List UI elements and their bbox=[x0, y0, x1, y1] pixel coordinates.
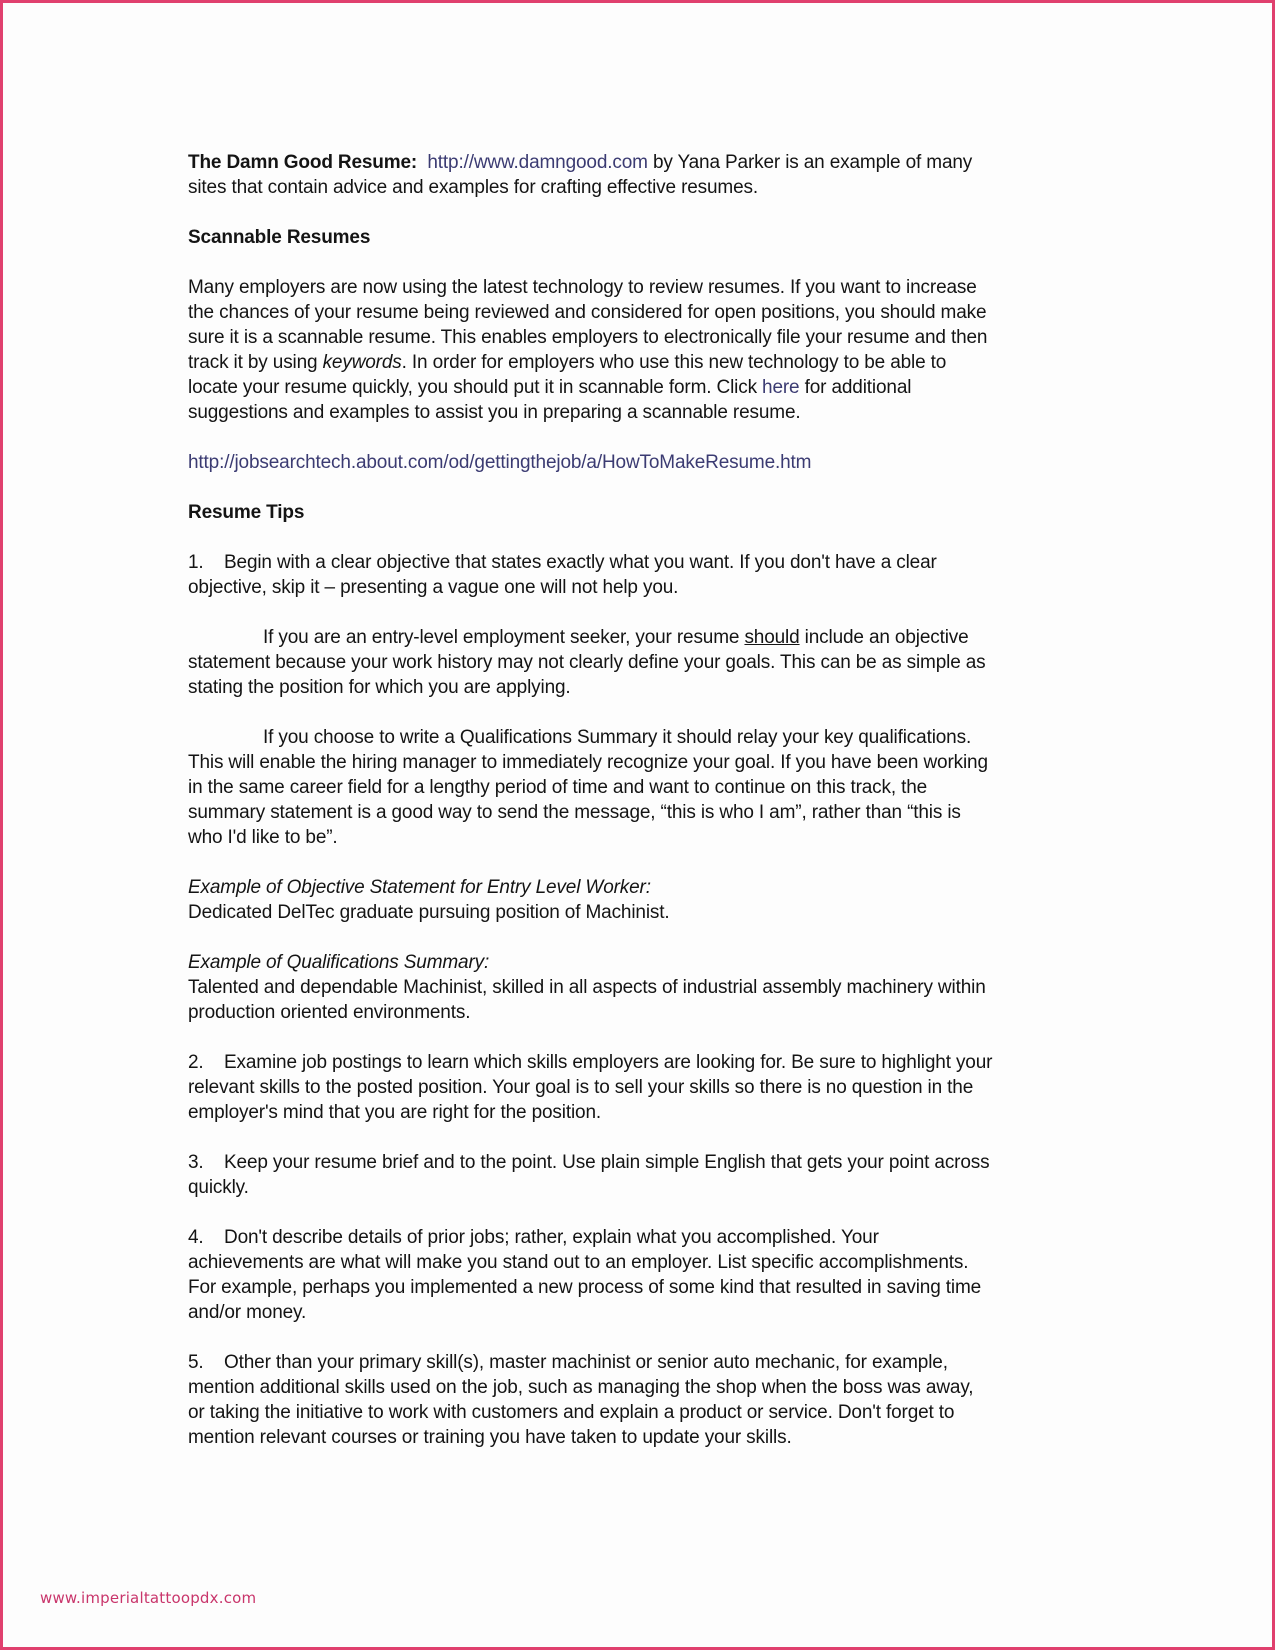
entry-level-line-2: statement because your work history may not clearly define your goals. This can be as simple as bbox=[188, 652, 986, 673]
intro-line-1-rest: by Yana Parker is an example of many bbox=[647, 152, 973, 173]
tip-5-line-2: mention additional skills used on the job, such as managing the shop when the boss was away, bbox=[188, 1377, 974, 1398]
intro-line-1 bbox=[188, 150, 1098, 175]
scannable-line-1: Many employers are now using the latest technology to review resumes. If you want to increase bbox=[188, 277, 977, 298]
qualifications-line-4: summary statement is a good way to send the message, “this is who I am”, rather than “this is bbox=[188, 802, 961, 823]
example-objective-text: Dedicated DelTec graduate pursuing position of Machinist. bbox=[188, 902, 670, 923]
tip-4-line-4: and/or money. bbox=[188, 1302, 307, 1323]
tip-3-line-2: quickly. bbox=[188, 1177, 249, 1198]
tip-1-number: 1. bbox=[188, 552, 204, 573]
scannable-line-4-post: . In order for employers who use this new technology to be able to bbox=[401, 352, 947, 373]
should-emphasis: should bbox=[744, 627, 800, 648]
scannable-line-3: sure it is a scannable resume. This enables employers to electronically file your resume and then bbox=[188, 327, 988, 348]
tip-3-line-1 bbox=[188, 1150, 1098, 1175]
tip-2-line-1 bbox=[188, 1050, 1098, 1075]
tip-5-line-4: mention relevant courses or training you have taken to update your skills. bbox=[188, 1427, 792, 1448]
qualifications-line-1: If you choose to write a Qualifications Summary it should relay your key qualifications. bbox=[263, 727, 972, 748]
entry-level-line-3: stating the position for which you are applying. bbox=[188, 677, 571, 698]
damngood-link[interactable]: http://www.damngood.com bbox=[427, 152, 648, 173]
tip-4-line-3: For example, perhaps you implemented a new process of some kind that resulted in saving time bbox=[188, 1277, 982, 1298]
tip-4-line-1 bbox=[188, 1225, 1098, 1250]
tip-4-line-2: achievements are what will make you stand out to an employer. List specific accomplishments. bbox=[188, 1252, 969, 1273]
tip-3-number: 3. bbox=[188, 1152, 204, 1173]
example-objective-label: Example of Objective Statement for Entry Level Worker: bbox=[188, 877, 651, 898]
tip-4-text: Don't describe details of prior jobs; rather, explain what you accomplished. Your bbox=[224, 1227, 879, 1248]
entry-level-line-1 bbox=[188, 625, 1098, 650]
keywords-emphasis: keywords bbox=[322, 352, 402, 373]
resume-tips-heading: Resume Tips bbox=[188, 502, 305, 523]
footer-watermark[interactable]: www.imperialtattoopdx.com bbox=[40, 1589, 257, 1607]
tip-2-text: Examine job postings to learn which skills employers are looking for. Be sure to highlight your bbox=[224, 1052, 993, 1073]
scannable-line-5-pre: locate your resume quickly, you should put it in scannable form. Click bbox=[188, 377, 763, 398]
entry-level-post: include an objective bbox=[799, 627, 969, 648]
example-qualifications-line-1: Talented and dependable Machinist, skilled in all aspects of industrial assembly machinery within bbox=[188, 977, 986, 998]
scannable-line-4 bbox=[188, 350, 1098, 375]
jobsearchtech-link[interactable]: http://jobsearchtech.about.com/od/gettingthejob/a/HowToMakeResume.htm bbox=[188, 452, 812, 473]
tip-2-line-3: employer's mind that you are right for the position. bbox=[188, 1102, 601, 1123]
intro-title: The Damn Good Resume: bbox=[188, 152, 418, 173]
example-qualifications-label: Example of Qualifications Summary: bbox=[188, 952, 490, 973]
here-link[interactable]: here bbox=[762, 377, 800, 398]
qualifications-line-5: who I'd like to be”. bbox=[188, 827, 338, 848]
scannable-line-5-post: for additional bbox=[799, 377, 912, 398]
qualifications-line-3: in the same career field for a lengthy period of time and want to continue on this track, the bbox=[188, 777, 928, 798]
scannable-line-5 bbox=[188, 375, 1098, 400]
tip-4-number: 4. bbox=[188, 1227, 204, 1248]
scannable-line-2: the chances of your resume being reviewed and considered for open positions, you should make bbox=[188, 302, 987, 323]
qualifications-line-2: This will enable the hiring manager to immediately recognize your goal. If you have been working bbox=[188, 752, 988, 773]
entry-level-pre: If you are an entry-level employment seeker, your resume bbox=[263, 627, 745, 648]
tip-5-line-1 bbox=[188, 1350, 1098, 1375]
tip-5-number: 5. bbox=[188, 1352, 204, 1373]
intro-line-2: sites that contain advice and examples for crafting effective resumes. bbox=[188, 177, 759, 198]
tip-1-line-1 bbox=[188, 550, 1098, 575]
tip-3-text: Keep your resume brief and to the point. Use plain simple English that gets your point across bbox=[224, 1152, 990, 1173]
tip-5-text: Other than your primary skill(s), master machinist or senior auto mechanic, for example, bbox=[224, 1352, 948, 1373]
scannable-line-4-pre: track it by using bbox=[188, 352, 323, 373]
tip-5-line-3: or taking the initiative to work with customers and explain a product or service. Don't forget to bbox=[188, 1402, 955, 1423]
tip-2-number: 2. bbox=[188, 1052, 204, 1073]
scannable-heading: Scannable Resumes bbox=[188, 227, 371, 248]
scannable-line-6: suggestions and examples to assist you in preparing a scannable resume. bbox=[188, 402, 801, 423]
tip-2-line-2: relevant skills to the posted position. Your goal is to sell your skills so there is no question in the bbox=[188, 1077, 974, 1098]
example-qualifications-line-2: production oriented environments. bbox=[188, 1002, 471, 1023]
tip-1-line-2: objective, skip it – presenting a vague one will not help you. bbox=[188, 577, 679, 598]
tip-1-text: Begin with a clear objective that states exactly what you want. If you don't have a clear bbox=[224, 552, 937, 573]
document-body bbox=[188, 150, 1098, 1450]
